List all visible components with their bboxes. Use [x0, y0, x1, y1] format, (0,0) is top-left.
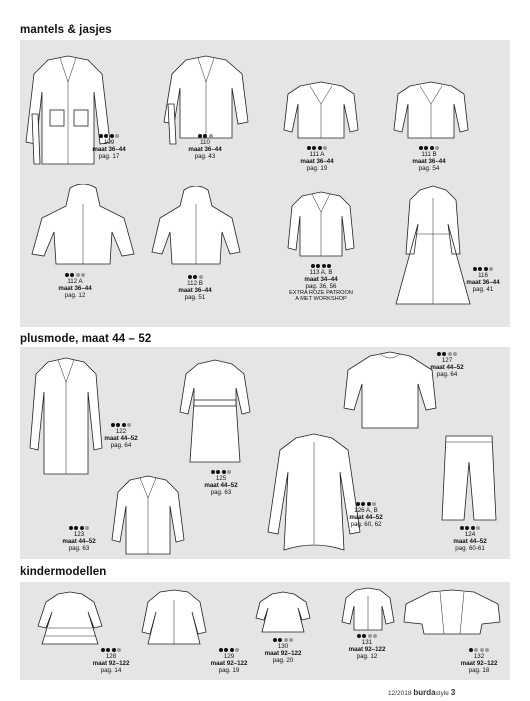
page-footer — [388, 688, 455, 697]
pattern-label-122 — [96, 423, 146, 449]
pattern-size: maat 92–122 — [264, 650, 302, 657]
pattern-label-113 — [278, 264, 364, 303]
section-title-plus-size: plusmode, maat 44 – 52 — [20, 333, 152, 345]
pattern-label-130 — [256, 638, 310, 664]
pattern-size: maat 44–52 — [453, 538, 487, 545]
pattern-size: maat 34–44 — [304, 276, 338, 283]
kidsjacket-131-illustration — [338, 586, 398, 632]
pattern-label-129 — [202, 648, 256, 674]
pattern-size: maat 36–44 — [466, 279, 500, 286]
pattern-label-112a — [50, 273, 100, 299]
difficulty-dots — [50, 273, 100, 277]
pattern-page: pag. 60, 62 — [350, 521, 382, 528]
kidscoat-129-illustration — [136, 588, 212, 646]
pattern-number: 131 — [361, 639, 373, 646]
pattern-number: 112 B — [187, 280, 203, 287]
pattern-number: 123 — [73, 531, 85, 538]
pattern-number: 126 A, B — [354, 507, 378, 514]
difficulty-dots — [84, 134, 134, 138]
pattern-number: 111 A — [309, 151, 325, 158]
page-number: 3 — [450, 688, 456, 697]
pattern-page: pag. 63 — [68, 545, 90, 552]
difficulty-dots — [84, 648, 138, 652]
difficulty-dots — [278, 264, 364, 268]
difficulty-dots — [458, 267, 508, 271]
pattern-number: 110 — [200, 139, 210, 146]
pattern-size: maat 92–122 — [460, 660, 498, 667]
extra-pattern-note: EXTRA ROZE PATROON — [289, 290, 353, 296]
pattern-page: pag. 63 — [210, 489, 232, 496]
pattern-page: pag. 36, 56 — [305, 283, 337, 290]
difficulty-dots — [442, 526, 498, 530]
pattern-size: maat 36–44 — [92, 146, 126, 153]
difficulty-dots — [256, 638, 310, 642]
issue-date: 12/2018 — [388, 690, 412, 697]
pattern-number: 125 — [215, 475, 227, 482]
pattern-page: pag. 60-61 — [455, 545, 485, 552]
pattern-label-116 — [458, 267, 508, 293]
pattern-size: maat 36–44 — [178, 287, 212, 294]
pattern-label-109 — [84, 134, 134, 160]
pattern-number: 132 — [473, 653, 485, 660]
pattern-page: pag. 19 — [306, 165, 328, 172]
pattern-page: pag. 64 — [110, 442, 132, 449]
pattern-number: 122 — [115, 428, 127, 435]
pattern-number: 112 A — [67, 278, 83, 285]
jacket-111b-illustration — [392, 80, 470, 144]
pattern-label-127 — [422, 352, 472, 378]
kidstop-130-illustration — [252, 590, 314, 634]
pattern-size: maat 36–44 — [412, 158, 446, 165]
pattern-size: maat 44–52 — [349, 514, 383, 521]
pattern-page: pag. 18 — [468, 667, 490, 674]
pattern-label-128 — [84, 648, 138, 674]
pattern-number: 127 — [441, 357, 453, 364]
pattern-size: maat 44–52 — [104, 435, 138, 442]
jacket-112b-illustration — [148, 186, 244, 268]
pattern-page: pag. 54 — [418, 165, 440, 172]
pattern-label-124 — [442, 526, 498, 552]
pattern-number: 109 — [103, 139, 115, 146]
pattern-label-112b — [170, 275, 220, 301]
pattern-page: pag. 19 — [218, 667, 240, 674]
pattern-size: maat 36–44 — [58, 285, 92, 292]
difficulty-dots — [340, 634, 394, 638]
brand-name: burda — [413, 688, 436, 697]
difficulty-dots — [422, 352, 472, 356]
difficulty-dots — [292, 146, 342, 150]
workshop-note: A MET WORKSHOP — [295, 296, 347, 303]
pattern-label-125 — [196, 470, 246, 496]
difficulty-dots — [404, 146, 454, 150]
difficulty-dots — [96, 423, 146, 427]
difficulty-dots — [54, 526, 104, 530]
cardigan-132-illustration — [400, 588, 504, 636]
pattern-number: 116 — [478, 272, 488, 279]
pattern-label-132 — [452, 648, 506, 674]
pattern-label-111b — [404, 146, 454, 172]
trousers-124-illustration — [440, 432, 498, 524]
pattern-label-111a — [292, 146, 342, 172]
brand-suffix: style — [435, 690, 449, 697]
jacket-111a-illustration — [282, 80, 360, 144]
pattern-page: pag. 64 — [436, 371, 458, 378]
difficulty-dots — [452, 648, 506, 652]
jacket-113-illustration — [286, 190, 356, 262]
difficulty-dots — [196, 470, 246, 474]
pattern-size: maat 44–52 — [430, 364, 464, 371]
section-title-kids: kindermodellen — [20, 566, 107, 578]
pattern-page: pag. 17 — [98, 153, 120, 160]
pattern-page: pag. 20 — [272, 657, 294, 664]
pattern-size: maat 92–122 — [348, 646, 386, 653]
pattern-page: pag. 14 — [100, 667, 122, 674]
coat-122-illustration — [26, 356, 106, 480]
shirtdress-126-illustration — [264, 432, 364, 556]
pattern-label-110 — [180, 134, 230, 160]
difficulty-dots — [202, 648, 256, 652]
pattern-size: maat 92–122 — [92, 660, 130, 667]
difficulty-dots — [170, 275, 220, 279]
pattern-page: pag. 12 — [64, 292, 86, 299]
pattern-size: maat 36–44 — [300, 158, 334, 165]
pattern-label-131 — [340, 634, 394, 660]
jacket-112a-illustration — [28, 184, 138, 268]
difficulty-dots — [180, 134, 230, 138]
coat-123-illustration — [108, 474, 188, 558]
pattern-number: 130 — [277, 643, 289, 650]
pattern-size: maat 44–52 — [62, 538, 96, 545]
dress-125-illustration — [176, 358, 254, 466]
pattern-page: pag. 51 — [184, 294, 206, 301]
pattern-label-123 — [54, 526, 104, 552]
kidsdress-128-illustration — [32, 590, 108, 646]
pattern-size: maat 36–44 — [188, 146, 222, 153]
section-title-coats: mantels & jasjes — [20, 24, 112, 36]
pattern-page: pag. 41 — [472, 286, 494, 293]
pattern-size: maat 44–52 — [204, 482, 238, 489]
difficulty-dots — [338, 502, 394, 506]
pattern-number: 129 — [223, 653, 235, 660]
pattern-size: maat 92–122 — [210, 660, 248, 667]
pattern-page: pag. 12 — [356, 653, 378, 660]
pattern-label-126 — [338, 502, 394, 528]
pattern-number: 111 B — [421, 151, 437, 158]
pattern-number: 128 — [105, 653, 117, 660]
pattern-number: 124 — [464, 531, 476, 538]
pattern-page: pag. 43 — [194, 153, 216, 160]
pattern-number: 113 A, B — [309, 269, 333, 276]
